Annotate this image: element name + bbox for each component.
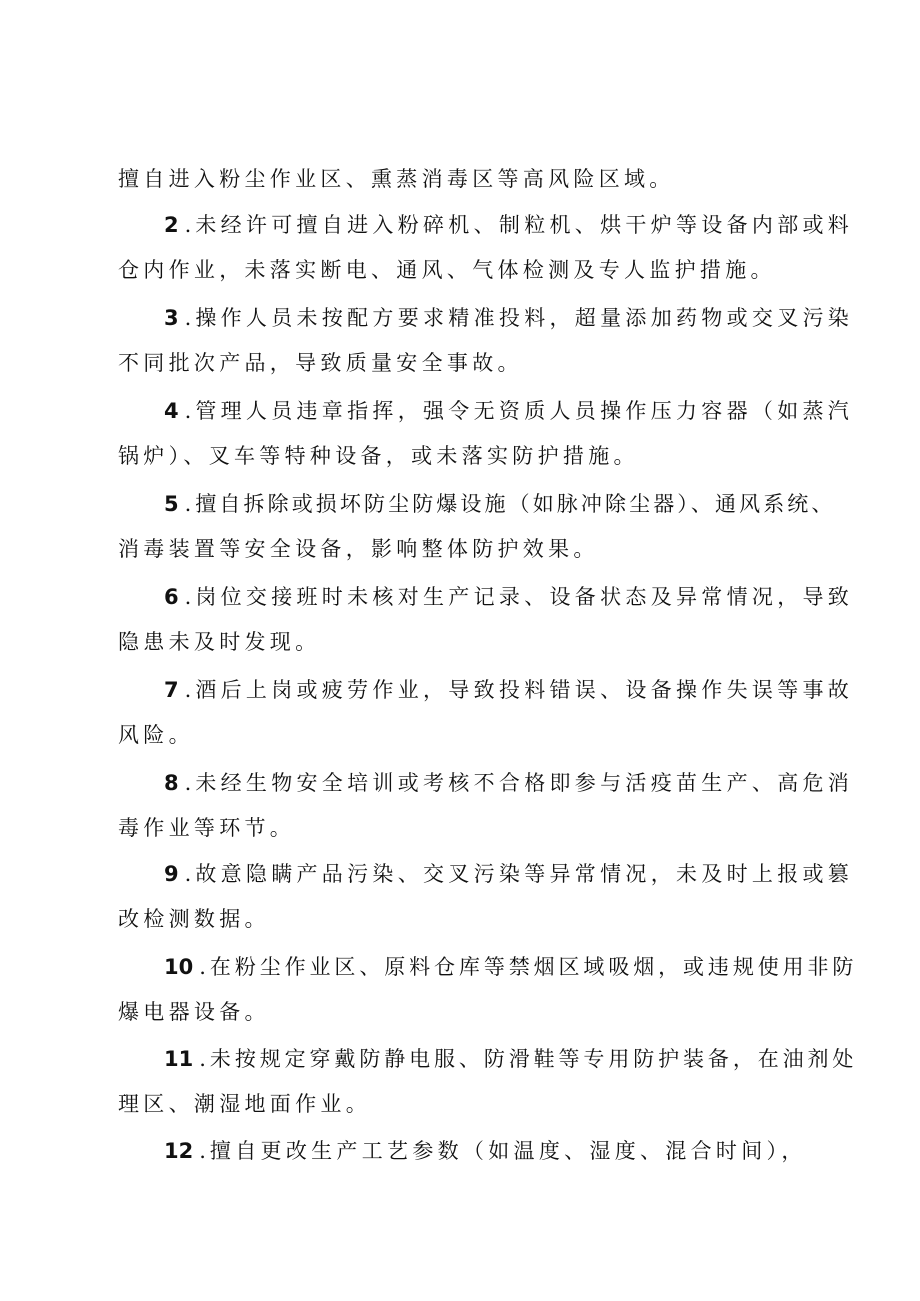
paragraph-line: 擅自更改生产工艺参数（如温度、湿度、混合时间）， bbox=[209, 1139, 807, 1163]
item-number: 5 bbox=[164, 492, 179, 516]
item-number: 2 bbox=[164, 213, 179, 237]
document-page: 擅自进入粉尘作业区、熏蒸消毒区等高风险区域。 2 . 未经许可擅自进入粉碎机、制粒机、烘干炉等设备内部或料 仓内作业，未落实断电、通风、气体检测及专人监护措施。 3 . 操作人员未按配方要求精准投料，超量添加药物或交叉污染 不同批次产品，导致质量安全事故。 4 . 管理人员违章指挥，强令无资质人员操作压力容器（如蒸汽 锅炉）、叉车等特种设备，或未落实防护措施。 5 . 擅自拆除或损坏防尘防爆设施（如脉冲除尘器）、通风系统、 消毒装置等安全设备，影响整体防护效果。 6 . 岗位交接班时未核对生产记录、设备状态及异常情况，导致 隐患未及时发现。 7 . 酒后上岗或疲劳作业，导致投料错误、设备操作失误等事故 风险。 8 . 未经生物安全培训或考核不合格即参与活疫苗生产、高危消 毒作业等环节。 9 . 故意隐瞒产品污染、交叉污染等异常情况，未及时上报或篡 改检测数据。 10 . 在粉尘作业区、原料仓库等禁烟区域吸烟，或违规使用非防 爆电器设备。 11 . 未按规定穿戴防静电服、防滑鞋等专用防护装备，在油剂处 理区、潮湿地面作业。 12 . 擅自更改生产工艺参数（如温度、湿度、混合时间）， bbox=[0, 0, 920, 1301]
paragraph-line: 擅自进入粉尘作业区、熏蒸消毒区等高风险区域。 bbox=[118, 167, 675, 191]
item-number: 10 bbox=[164, 955, 194, 979]
paragraph-line: 操作人员未按配方要求精准投料，超量添加药物或交叉污染 bbox=[195, 306, 854, 330]
item-number: 11 bbox=[164, 1047, 194, 1071]
item-number: 3 bbox=[164, 306, 179, 330]
paragraph-line: 仓内作业，未落实断电、通风、气体检测及专人监护措施。 bbox=[118, 258, 776, 282]
paragraph-line: 锅炉）、叉车等特种设备，或未落实防护措施。 bbox=[118, 444, 639, 468]
paragraph-line: 消毒装置等安全设备，影响整体防护效果。 bbox=[118, 537, 599, 561]
paragraph-line: 未经许可擅自进入粉碎机、制粒机、烘干炉等设备内部或料 bbox=[195, 213, 854, 237]
paragraph-line: 在粉尘作业区、原料仓库等禁烟区域吸烟，或违规使用非防 bbox=[209, 955, 858, 979]
paragraph-line: 未按规定穿戴防静电服、防滑鞋等专用防护装备，在油剂处 bbox=[209, 1047, 858, 1071]
paragraph-line: 不同批次产品，导致质量安全事故。 bbox=[118, 351, 523, 375]
item-number: 12 bbox=[164, 1139, 194, 1163]
item-number: 6 bbox=[164, 585, 179, 609]
paragraph-line: 岗位交接班时未核对生产记录、设备状态及异常情况，导致 bbox=[195, 585, 854, 609]
item-number: 8 bbox=[164, 771, 179, 795]
paragraph-line: 爆电器设备。 bbox=[118, 1000, 270, 1024]
paragraph-line: 理区、潮湿地面作业。 bbox=[118, 1092, 371, 1116]
paragraph-line: 隐患未及时发现。 bbox=[118, 630, 321, 654]
paragraph-line: 管理人员违章指挥，强令无资质人员操作压力容器（如蒸汽 bbox=[195, 399, 854, 423]
item-number: 4 bbox=[164, 399, 179, 423]
paragraph-line: 故意隐瞒产品污染、交叉污染等异常情况，未及时上报或篡 bbox=[195, 862, 854, 886]
paragraph-line: 改检测数据。 bbox=[118, 907, 270, 931]
paragraph-line: 酒后上岗或疲劳作业，导致投料错误、设备操作失误等事故 bbox=[195, 678, 854, 702]
paragraph-line: 擅自拆除或损坏防尘防爆设施（如脉冲除尘器）、通风系统、 bbox=[195, 492, 836, 516]
item-number: 7 bbox=[164, 678, 179, 702]
paragraph-line: 未经生物安全培训或考核不合格即参与活疫苗生产、高危消 bbox=[195, 771, 854, 795]
item-number: 9 bbox=[164, 862, 179, 886]
paragraph-line: 毒作业等环节。 bbox=[118, 816, 296, 840]
paragraph-line: 风险。 bbox=[118, 723, 194, 747]
